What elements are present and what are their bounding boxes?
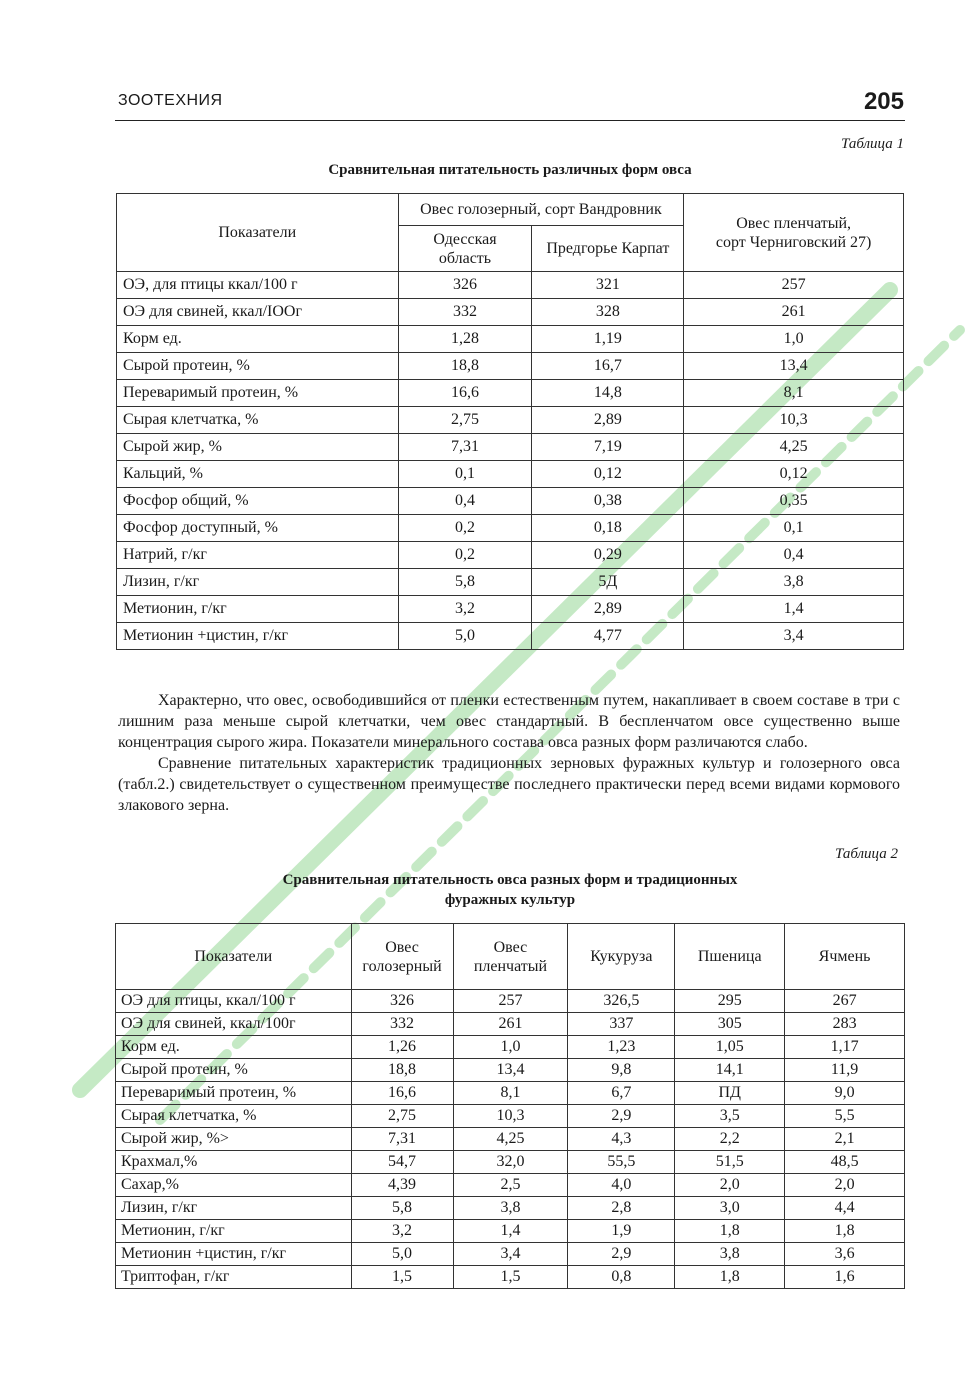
table-cell: 4,3 <box>568 1128 675 1151</box>
table-row <box>116 1082 905 1105</box>
table-row <box>116 1174 905 1197</box>
table-cell: 326 <box>398 272 532 299</box>
row-label: Метионин +цистин, г/кг <box>117 623 399 650</box>
row-label: Фосфор доступный, % <box>117 515 399 542</box>
table-cell: 13,4 <box>453 1059 568 1082</box>
table-cell: 328 <box>532 299 684 326</box>
table-cell: 18,8 <box>351 1059 453 1082</box>
row-label: ОЭ для свиней, ккал/IOOг <box>117 299 399 326</box>
table-cell: 0,4 <box>398 488 532 515</box>
table-cell: 8,1 <box>453 1082 568 1105</box>
table-cell: 48,5 <box>785 1151 905 1174</box>
table-cell: 3,8 <box>453 1197 568 1220</box>
table-row <box>116 1059 905 1082</box>
table-cell: 305 <box>675 1013 785 1036</box>
row-label: Лизин, г/кг <box>116 1197 352 1220</box>
paragraph: Характерно, что овес, освободившийся от пленки естественным путем, накапливает в своем составе в три с лишним раза меньше сырой клетчатки, чем овес стандартный. В беспленчатом овсе существенно выше концентрация сырого жира. Показатели минерального состава овса разных форм различаются слабо. <box>118 692 900 751</box>
table-cell: 1,19 <box>532 326 684 353</box>
table-cell: 16,7 <box>532 353 684 380</box>
row-label: Переваримый протеин, % <box>117 380 399 407</box>
table-cell: 4,39 <box>351 1174 453 1197</box>
row-label: Кальций, % <box>117 461 399 488</box>
table-row <box>117 461 904 488</box>
table-cell: 3,2 <box>351 1220 453 1243</box>
header-rule <box>115 120 905 121</box>
row-label: Сырой жир, % <box>117 434 399 461</box>
table-cell: 14,1 <box>675 1059 785 1082</box>
table-cell: 1,0 <box>684 326 904 353</box>
table1-caption: Сравнительная питательность различных форм овса <box>328 162 692 178</box>
row-label: Крахмал,% <box>116 1151 352 1174</box>
table-cell: 55,5 <box>568 1151 675 1174</box>
table-cell: 5Д <box>532 569 684 596</box>
table-cell: 8,1 <box>684 380 904 407</box>
table-row <box>117 380 904 407</box>
table-cell: 337 <box>568 1013 675 1036</box>
table-cell: 9,8 <box>568 1059 675 1082</box>
table-cell: 3,4 <box>453 1243 568 1266</box>
body-text <box>118 690 900 816</box>
row-label: Фосфор общий, % <box>117 488 399 515</box>
row-label: Метионин, г/кг <box>116 1220 352 1243</box>
table-cell: 0,1 <box>684 515 904 542</box>
table-cell: 5,8 <box>351 1197 453 1220</box>
table-cell: 0,18 <box>532 515 684 542</box>
table-cell: 1,5 <box>453 1266 568 1289</box>
table-cell: 2,9 <box>568 1243 675 1266</box>
table-cell: 295 <box>675 990 785 1013</box>
table-row <box>116 990 905 1013</box>
table-cell: 0,1 <box>398 461 532 488</box>
table-cell: 267 <box>785 990 905 1013</box>
table-cell: 0,38 <box>532 488 684 515</box>
table-cell: 283 <box>785 1013 905 1036</box>
table-row <box>117 569 904 596</box>
table-cell: 1,0 <box>453 1036 568 1059</box>
table-cell: 2,89 <box>532 407 684 434</box>
table-cell: 4,0 <box>568 1174 675 1197</box>
table-cell: 326,5 <box>568 990 675 1013</box>
table-cell: 2,8 <box>568 1197 675 1220</box>
table-cell: 3,5 <box>675 1105 785 1128</box>
table-cell: 257 <box>453 990 568 1013</box>
table-cell: 7,31 <box>398 434 532 461</box>
row-label: Сырая клетчатка, % <box>117 407 399 434</box>
table-row <box>117 353 904 380</box>
table-cell: 0,2 <box>398 515 532 542</box>
row-label: Метионин, г/кг <box>117 596 399 623</box>
table-cell: 5,5 <box>785 1105 905 1128</box>
table-cell: 2,0 <box>785 1174 905 1197</box>
row-label: Корм ед. <box>117 326 399 353</box>
table2-header-barley: Ячмень <box>785 924 905 990</box>
table-row <box>116 1036 905 1059</box>
table-cell: 326 <box>351 990 453 1013</box>
table-cell: 257 <box>684 272 904 299</box>
table-cell: 51,5 <box>675 1151 785 1174</box>
table1-label: Таблица 1 <box>841 136 904 152</box>
table-cell: 9,0 <box>785 1082 905 1105</box>
table-cell: 18,8 <box>398 353 532 380</box>
table2-header-hulled-oat: Овес пленчатый <box>453 924 568 990</box>
row-label: ОЭ для птицы, ккал/100 г <box>116 990 352 1013</box>
table1-header-carpathian: Предгорье Карпат <box>532 226 684 272</box>
table-cell: 1,17 <box>785 1036 905 1059</box>
table-cell: 321 <box>532 272 684 299</box>
page-number: 205 <box>863 88 904 115</box>
table-cell: 16,6 <box>398 380 532 407</box>
table-cell: 2,9 <box>568 1105 675 1128</box>
table-row <box>117 272 904 299</box>
table-cell: 0,12 <box>684 461 904 488</box>
table-row <box>116 1197 905 1220</box>
table-cell: 5,0 <box>398 623 532 650</box>
row-label: Корм ед. <box>116 1036 352 1059</box>
table-row <box>117 434 904 461</box>
table-cell: 54,7 <box>351 1151 453 1174</box>
table-cell: 10,3 <box>453 1105 568 1128</box>
table2 <box>115 923 905 1289</box>
row-label: Сырой протеин, % <box>117 353 399 380</box>
table-cell: 10,3 <box>684 407 904 434</box>
table-row <box>117 299 904 326</box>
table-cell: 3,8 <box>675 1243 785 1266</box>
table-cell: 2,89 <box>532 596 684 623</box>
table-cell: 4,25 <box>684 434 904 461</box>
table-cell: 1,4 <box>453 1220 568 1243</box>
paragraph: Сравнение питательных характеристик традиционных зерновых фуражных культур и голозерного овса (табл.2.) свидетельствует о существенном преимуществе последнего практически перед всеми видами кормового злакового зерна. <box>118 755 900 814</box>
table-cell: 14,8 <box>532 380 684 407</box>
table-cell: 2,75 <box>351 1105 453 1128</box>
table-row <box>117 407 904 434</box>
table1-header-hulled-oat: Овес пленчатый, сорт Черниговский 27) <box>684 194 904 272</box>
table-cell: 5,0 <box>351 1243 453 1266</box>
table-cell: 1,9 <box>568 1220 675 1243</box>
table-cell: 11,9 <box>785 1059 905 1082</box>
table2-header-naked-oat: Овес голозерный <box>351 924 453 990</box>
table-cell: 3,2 <box>398 596 532 623</box>
table2-header-indicator: Показатели <box>116 924 352 990</box>
table-row <box>117 326 904 353</box>
table-cell: 1,5 <box>351 1266 453 1289</box>
table-cell: 4,25 <box>453 1128 568 1151</box>
table-cell: 3,8 <box>684 569 904 596</box>
table-cell: 6,7 <box>568 1082 675 1105</box>
table-cell: 5,8 <box>398 569 532 596</box>
row-label: Сырой протеин, % <box>116 1059 352 1082</box>
table-cell: 32,0 <box>453 1151 568 1174</box>
table-cell: 1,8 <box>675 1266 785 1289</box>
table-cell: 1,8 <box>785 1220 905 1243</box>
table-cell: 2,0 <box>675 1174 785 1197</box>
table-row <box>116 1151 905 1174</box>
row-label: Натрий, г/кг <box>117 542 399 569</box>
table-row <box>116 1220 905 1243</box>
table-cell: 1,4 <box>684 596 904 623</box>
table-cell: 0,2 <box>398 542 532 569</box>
table-cell: 0,8 <box>568 1266 675 1289</box>
table-cell: 1,28 <box>398 326 532 353</box>
table2-label: Таблица 2 <box>835 846 898 862</box>
table-cell: 0,12 <box>532 461 684 488</box>
table-cell: 1,05 <box>675 1036 785 1059</box>
table-cell: 261 <box>453 1013 568 1036</box>
table1-header-indicator: Показатели <box>117 194 399 272</box>
table-cell: 332 <box>351 1013 453 1036</box>
table-cell: 1,23 <box>568 1036 675 1059</box>
table1-header-naked-oat: Овес голозерный, сорт Вандровник <box>398 194 684 226</box>
table-cell: 2,2 <box>675 1128 785 1151</box>
table-cell: 2,1 <box>785 1128 905 1151</box>
table-cell: 332 <box>398 299 532 326</box>
table-cell: ПД <box>675 1082 785 1105</box>
table-row <box>117 488 904 515</box>
table-cell: 3,4 <box>684 623 904 650</box>
row-label: ОЭ для свиней, ккал/100г <box>116 1013 352 1036</box>
table-cell: 0,35 <box>684 488 904 515</box>
table-row <box>116 1266 905 1289</box>
table-cell: 2,75 <box>398 407 532 434</box>
table-cell: 13,4 <box>684 353 904 380</box>
row-label: Лизин, г/кг <box>117 569 399 596</box>
table-cell: 3,0 <box>675 1197 785 1220</box>
table-row <box>117 542 904 569</box>
table-cell: 4,4 <box>785 1197 905 1220</box>
table-row <box>116 1013 905 1036</box>
table-cell: 7,19 <box>532 434 684 461</box>
table-row <box>116 1105 905 1128</box>
row-label: Метионин +цистин, г/кг <box>116 1243 352 1266</box>
table-cell: 261 <box>684 299 904 326</box>
running-header-section: ЗООТЕХНИЯ <box>118 92 223 109</box>
table-cell: 1,8 <box>675 1220 785 1243</box>
row-label: Сырая клетчатка, % <box>116 1105 352 1128</box>
table2-header-corn: Кукуруза <box>568 924 675 990</box>
table-row <box>116 1128 905 1151</box>
row-label: Триптофан, г/кг <box>116 1266 352 1289</box>
table1 <box>116 193 904 650</box>
row-label: Сахар,% <box>116 1174 352 1197</box>
table-cell: 16,6 <box>351 1082 453 1105</box>
table2-header-wheat: Пшеница <box>675 924 785 990</box>
table-cell: 0,29 <box>532 542 684 569</box>
row-label: Переваримый протеин, % <box>116 1082 352 1105</box>
table-cell: 1,6 <box>785 1266 905 1289</box>
table-row <box>117 623 904 650</box>
table-cell: 0,4 <box>684 542 904 569</box>
row-label: ОЭ, для птицы ккал/100 г <box>117 272 399 299</box>
table-cell: 4,77 <box>532 623 684 650</box>
table-row <box>117 596 904 623</box>
row-label: Сырой жир, %> <box>116 1128 352 1151</box>
table2-caption: Сравнительная питательность овса разных форм и традиционных фуражных культур <box>282 872 738 908</box>
table-row <box>117 515 904 542</box>
table-row <box>116 1243 905 1266</box>
table-cell: 7,31 <box>351 1128 453 1151</box>
table1-header-odessa: Одесская область <box>398 226 532 272</box>
table-cell: 3,6 <box>785 1243 905 1266</box>
table-cell: 2,5 <box>453 1174 568 1197</box>
table-cell: 1,26 <box>351 1036 453 1059</box>
